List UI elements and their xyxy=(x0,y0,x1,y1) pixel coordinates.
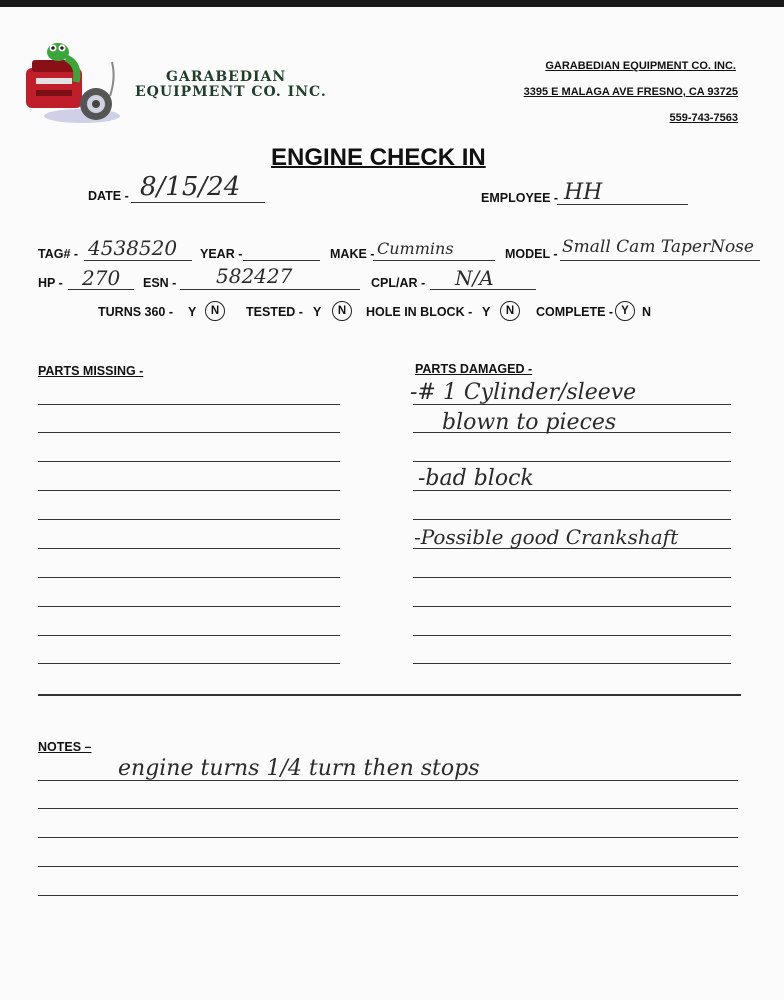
model-value[interactable]: Small Cam TaperNose xyxy=(562,237,754,257)
complete-no[interactable]: N xyxy=(642,305,652,319)
parts-missing-row-8 xyxy=(38,606,340,607)
notes-row-5 xyxy=(38,895,738,896)
hole-in-block-no: N xyxy=(500,301,520,321)
logo-name-line2: EQUIPMENT CO. INC. xyxy=(135,84,327,100)
parts-missing-row-2 xyxy=(38,432,340,433)
hp-line xyxy=(68,289,134,290)
cplar-line xyxy=(430,289,536,290)
make-line xyxy=(373,260,495,261)
turns-360-no-circled[interactable] xyxy=(205,301,225,321)
company-name: GARABEDIAN EQUIPMENT CO. INC. xyxy=(545,60,736,72)
parts-damaged-row-7 xyxy=(413,577,731,578)
parts-damaged-row-5 xyxy=(413,519,731,520)
hole-in-block-yes[interactable]: Y xyxy=(482,305,491,319)
hole-in-block-no-circled[interactable] xyxy=(500,301,520,321)
damaged-line-1[interactable]: -# 1 Cylinder/sleeve xyxy=(410,380,637,405)
hp-label: HP - xyxy=(38,276,63,290)
section-divider xyxy=(38,694,741,696)
notes-row-4 xyxy=(38,866,738,867)
parts-missing-row-7 xyxy=(38,577,340,578)
tested-no-circled[interactable] xyxy=(332,301,352,321)
year-line xyxy=(243,260,320,261)
date-value[interactable]: 8/15/24 xyxy=(140,172,241,202)
notes-row-3 xyxy=(38,837,738,838)
scan-edge-mark xyxy=(0,0,784,7)
esn-line xyxy=(180,289,360,290)
turtle-engine-logo xyxy=(22,38,122,126)
notes-line-1[interactable]: engine turns 1/4 turn then stops xyxy=(118,756,480,781)
turns-360-label: TURNS 360 - xyxy=(98,305,174,319)
tag-label: TAG# - xyxy=(38,247,79,261)
tested-yes[interactable]: Y xyxy=(313,305,322,319)
damaged-line-3[interactable]: -bad block xyxy=(418,466,534,491)
tested-no: N xyxy=(332,301,352,321)
hp-value[interactable]: 270 xyxy=(82,266,121,290)
parts-missing-row-3 xyxy=(38,461,340,462)
parts-missing-row-10 xyxy=(38,663,340,664)
parts-damaged-row-10 xyxy=(413,663,731,664)
parts-missing-row-1 xyxy=(38,404,340,405)
company-phone: 559-743-7563 xyxy=(669,112,738,124)
complete-label: COMPLETE - xyxy=(536,305,614,319)
damaged-line-4[interactable]: -Possible good Crankshaft xyxy=(414,525,679,549)
notes-label: NOTES – xyxy=(38,740,92,754)
parts-missing-row-5 xyxy=(38,519,340,520)
date-label: DATE - xyxy=(88,189,129,203)
employee-value[interactable]: HH xyxy=(564,180,603,205)
esn-value[interactable]: 582427 xyxy=(216,264,293,288)
model-line xyxy=(560,260,760,261)
complete-yes: Y xyxy=(615,301,635,321)
year-label: YEAR - xyxy=(200,247,243,261)
employee-label: EMPLOYEE - xyxy=(481,191,559,205)
employee-line xyxy=(557,204,688,205)
parts-missing-row-4 xyxy=(38,490,340,491)
turns-360-no: N xyxy=(205,301,225,321)
tested-label: TESTED - xyxy=(246,305,303,319)
logo-name-line1: GARABEDIAN xyxy=(166,69,287,85)
esn-label: ESN - xyxy=(143,276,177,290)
parts-missing-row-6 xyxy=(38,548,340,549)
notes-row-1 xyxy=(38,780,738,781)
company-address: 3395 E MALAGA AVE FRESNO, CA 93725 xyxy=(523,86,738,98)
date-line xyxy=(131,202,265,203)
make-value[interactable]: Cummins xyxy=(377,239,454,258)
tag-value[interactable]: 4538520 xyxy=(88,236,178,260)
parts-damaged-row-8 xyxy=(413,606,731,607)
tag-line xyxy=(84,260,192,261)
form-title: ENGINE CHECK IN xyxy=(271,144,486,171)
cplar-value[interactable]: N/A xyxy=(455,266,494,290)
cplar-label: CPL/AR - xyxy=(371,276,426,290)
complete-yes-circled[interactable] xyxy=(615,301,635,321)
hole-in-block-label: HOLE IN BLOCK - xyxy=(366,305,473,319)
model-label: MODEL - xyxy=(505,247,558,261)
make-label: MAKE - xyxy=(330,247,375,261)
parts-damaged-row-9 xyxy=(413,635,731,636)
turns-360-yes[interactable]: Y xyxy=(188,305,197,319)
parts-missing-label: PARTS MISSING - xyxy=(38,364,144,378)
damaged-line-2[interactable]: blown to pieces xyxy=(442,410,617,435)
parts-damaged-row-3 xyxy=(413,461,731,462)
parts-damaged-label: PARTS DAMAGED - xyxy=(415,362,533,376)
parts-missing-row-9 xyxy=(38,635,340,636)
notes-row-2 xyxy=(38,808,738,809)
